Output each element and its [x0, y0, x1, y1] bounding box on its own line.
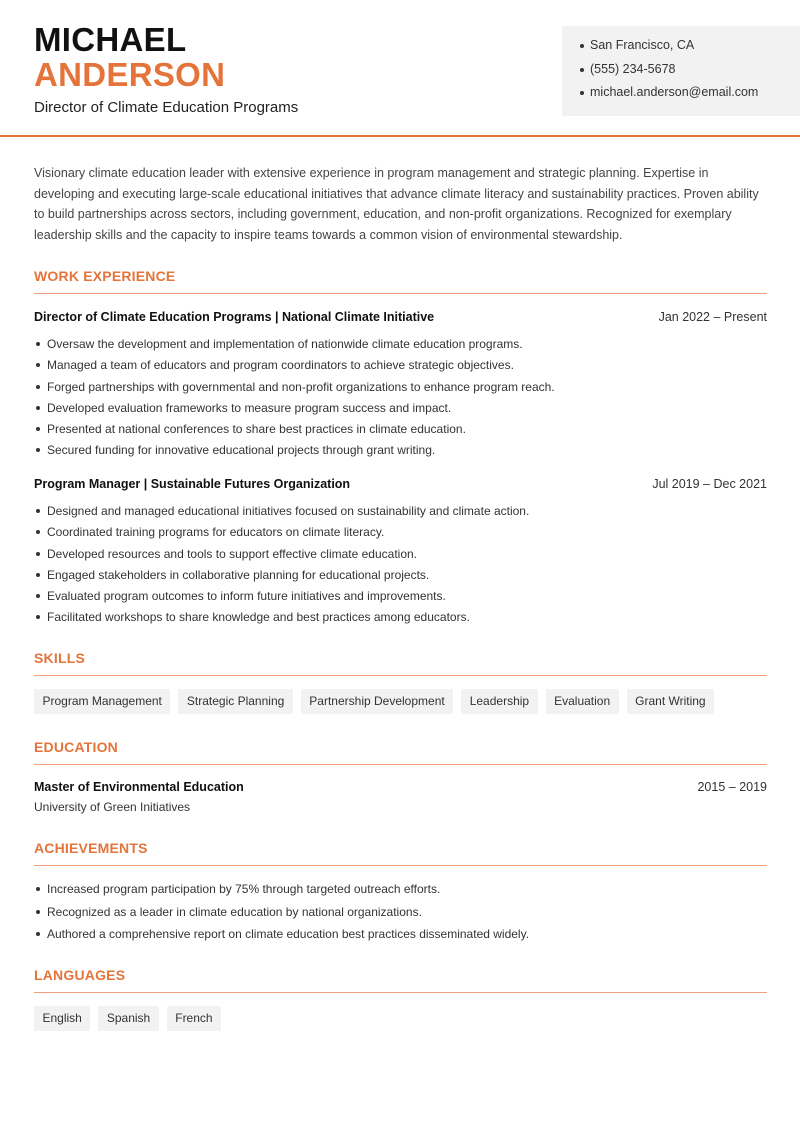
job-title-2: Program Manager | Sustainable Futures Organization	[34, 477, 351, 491]
list-item: Evaluated program outcomes to inform future initiatives and improvements.	[34, 588, 769, 609]
list-item: Facilitated workshops to share knowledge and best practices among educators.	[34, 609, 769, 630]
list-item: Developed resources and tools to support effective climate education.	[34, 546, 769, 567]
degree-title: Master of Environmental Education	[34, 780, 244, 794]
job-dates-2: Jul 2019 – Dec 2021	[652, 477, 767, 491]
resume-header	[0, 0, 800, 137]
job-bullets-2	[34, 503, 769, 631]
language-tag: English	[34, 1006, 90, 1031]
education-dates: 2015 – 2019	[697, 780, 767, 794]
list-item: Oversaw the development and implementation of nationwide climate education programs.	[34, 336, 769, 357]
contact-box	[562, 26, 800, 116]
job-title-1: Director of Climate Education Programs | National Climate Initiative	[34, 310, 435, 324]
summary-paragraph: Visionary climate education leader with extensive experience in program management and strategic planning. Expertise in developing and executing large-scale educational initiatives that advance climate literacy and sustainability practices. Proven ability to build partnerships across sectors, including government, education, and non-profit organizations. Recognized for exemplary leadership skills and the capacity to inspire teams towards a common vision of environmental stewardship.	[34, 166, 759, 242]
skill-tag: Strategic Planning	[178, 689, 292, 714]
skill-tag: Leadership	[461, 689, 537, 714]
achievements-heading: ACHIEVEMENTS	[34, 840, 767, 866]
job-dates-1: Jan 2022 – Present	[658, 310, 767, 324]
skills-heading: SKILLS	[34, 650, 767, 676]
contact-location: San Francisco, CA	[580, 37, 800, 61]
list-item: Developed evaluation frameworks to measure program success and impact.	[34, 400, 769, 421]
language-tag: French	[167, 1006, 221, 1031]
list-item: Managed a team of educators and program coordinators to achieve strategic objectives.	[34, 357, 769, 378]
contact-email[interactable]: michael.anderson@email.com	[580, 84, 800, 108]
job-bullets-1	[34, 336, 769, 464]
full-name	[34, 22, 225, 92]
list-item: Presented at national conferences to share best practices in climate education.	[34, 421, 769, 442]
education-heading: EDUCATION	[34, 739, 767, 765]
list-item: Secured funding for innovative educational projects through grant writing.	[34, 442, 769, 463]
last-name: ANDERSON	[34, 56, 226, 93]
first-name: MICHAEL	[34, 21, 187, 58]
job-role: Director of Climate Education Programs	[34, 99, 299, 116]
language-tag: Spanish	[98, 1006, 158, 1031]
achievements-list	[34, 881, 769, 949]
list-item: Coordinated training programs for educators on climate literacy.	[34, 524, 769, 545]
list-item: Increased program participation by 75% through targeted outreach efforts.	[34, 881, 769, 904]
contact-phone: (555) 234-5678	[580, 61, 800, 85]
school-name: University of Green Initiatives	[34, 800, 191, 814]
list-item: Forged partnerships with governmental and non-profit organizations to enhance program reach.	[34, 379, 769, 400]
list-item: Recognized as a leader in climate education by national organizations.	[34, 904, 769, 927]
skill-tag: Evaluation	[546, 689, 619, 714]
languages-tags	[34, 1006, 221, 1031]
skills-tags	[34, 689, 714, 714]
list-item: Engaged stakeholders in collaborative planning for educational projects.	[34, 567, 769, 588]
work-experience-heading: WORK EXPERIENCE	[34, 268, 767, 294]
list-item: Authored a comprehensive report on climate education best practices disseminated widely.	[34, 926, 769, 949]
languages-heading: LANGUAGES	[34, 967, 767, 993]
skill-tag: Partnership Development	[301, 689, 453, 714]
skill-tag: Program Management	[34, 689, 170, 714]
list-item: Designed and managed educational initiatives focused on sustainability and climate action.	[34, 503, 769, 524]
skill-tag: Grant Writing	[627, 689, 714, 714]
